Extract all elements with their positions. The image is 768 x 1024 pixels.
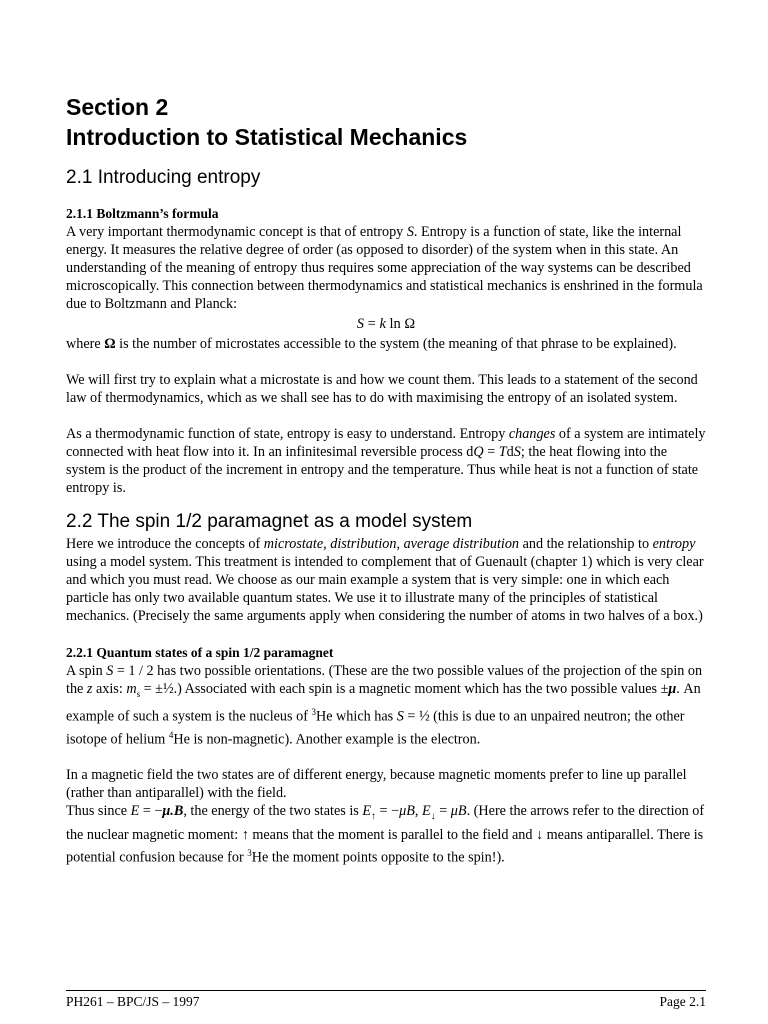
paragraph-microstate-plan: We will first try to explain what a microstate is and how we count them. This leads to a statement of the second law of thermodynamics, which as we shall see has to do with maximising the entropy of an isolated system. — [66, 372, 698, 406]
boltzmann-formula: S = k ln Ω — [356, 316, 416, 332]
heading-2-1-1: 2.1.1 Boltzmann’s formula — [66, 206, 219, 221]
paragraph-energy-states: Thus since E = −μ.B, the energy of the two states is $E_↑ = -\mu B$, $E_↓ = \mu B$. (Here the arrows refer to the direction of the nuclear magnetic moment: ↑ means that the moment is parallel to the field and ↓ means antiparallel. There is potential confusion because for $^3$He the moment points opposite to the spin!). — [66, 803, 705, 866]
paragraph-spin-states: A spin S = 1 / 2 has two possible orientations. (These are the two possible values of the projection of the spin on the z axis: $m_s$ = ±½.) Associated with each spin is a magnetic moment which has the two possible values ±μ. An example of such a system is the nucleus of $^3$He which has S = ½ (this is due to an unpaired neutron; the other isotope of helium $^4$He is non-magnetic). Another example is the electron. — [66, 663, 703, 748]
footer-page-number: Page 2.1 — [659, 994, 706, 1009]
heading-2-2: 2.2 The spin 1/2 paramagnet as a model system — [66, 511, 473, 532]
footer-rule — [66, 990, 706, 991]
page-footer — [66, 993, 706, 1011]
section-title: Introduction to Statistical Mechanics — [66, 124, 468, 150]
heading-2-1: 2.1 Introducing entropy — [66, 167, 261, 188]
document-page — [66, 92, 706, 867]
paragraph-omega-definition: where Ω is the number of microstates accessible to the system (the meaning of that phrase to be explained). — [66, 336, 677, 352]
section-number: Section 2 — [66, 94, 169, 120]
heading-2-2-1: 2.2.1 Quantum states of a spin 1/2 paramagnet — [66, 645, 334, 660]
paragraph-model-system: Here we introduce the concepts of microstate, distribution, average distribution and the relationship to entropy using a model system. This treatment is intended to complement that of Guenault (chapter 1) which is very clear and which you must read. We choose as our main example a system that is very simple: one in which each particle has only two available quantum states. We use it to illustrate many of the principles of statistical mechanics. (Precisely the same arguments apply when considering the number of atoms in two halves of a box.) — [66, 536, 704, 624]
footer-course: PH261 – BPC/JS – 1997 — [66, 994, 200, 1009]
paragraph-entropy-changes: As a thermodynamic function of state, entropy is easy to understand. Entropy changes of a system are intimately connected with heat flow into it. In an infinitesimal reversible process dQ = TdS; the heat flowing into the system is the product of the increment in entropy and the temperature. Thus while heat is not a function of state entropy is. — [66, 426, 706, 496]
paragraph-entropy-intro: A very important thermodynamic concept is that of entropy S. Entropy is a function of state, like the internal energy. It measures the relative degree of order (as opposed to disorder) of the system when in this state. An understanding of the meaning of entropy thus requires some appreciation of the way systems can be described microscopically. This connection between thermodynamics and statistical mechanics is enshrined in the formula due to Boltzmann and Planck: — [66, 224, 703, 312]
paragraph-magnetic-field: In a magnetic field the two states are of different energy, because magnetic moments prefer to line up parallel (rather than antiparallel) with the field. — [66, 767, 687, 802]
